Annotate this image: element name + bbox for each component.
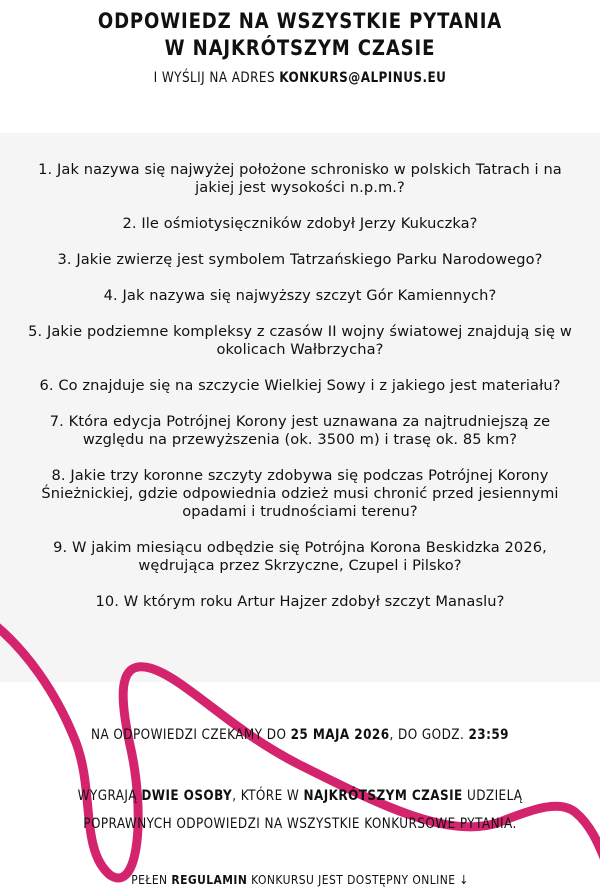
deadline-middle: , DO GODZ. [389,727,469,743]
winners-count: DWIE OSOBY [141,788,233,804]
question-item: 6. Co znajduje się na szczycie Wielkiej Sowy i z jakiego jest materiału? [39,377,561,394]
question-item: 9. W jakim miesiącu odbędzie się Potrójna Korona Beskidzka 2026, wędrująca przez Skrzyczne, Czupel i Pilsko? [53,539,547,574]
winners-text [42,782,558,838]
title-line-1: ODPOWIEDZ NA WSZYSTKIE PYTANIA [97,9,503,33]
winners-line-2: POPRAWNYCH ODPOWIEDZI NA WSZYSTKIE KONKURSOWE PYTANIA. [83,816,517,832]
question-item: 8. Jakie trzy koronne szczyty zdobywa się podczas Potrójnej Korony Śnieżnickiej, gdzie odpowiednia odzież musi chronić przed jesiennymi opadami i trudnościami terenu? [41,467,559,520]
question-item: 10. W którym roku Artur Hajzer zdobył szczyt Manaslu? [95,593,505,610]
question-item: 4. Jak nazywa się najwyższy szczyt Gór Kamiennych? [103,287,497,304]
title-line-2: W NAJKRÓTSZYM CZASIE [164,36,436,60]
page-title [42,8,558,62]
question-list [0,133,600,611]
questions-panel [0,133,600,682]
rules-link[interactable]: REGULAMIN [171,872,248,887]
rules-suffix: KONKURSU JEST DOSTĘPNY ONLINE ↓ [247,872,469,887]
deadline-text [42,727,558,743]
question-item: 5. Jakie podziemne kompleksy z czasów II wojny światowej znajdują się w okolicach Wałbrzycha? [28,323,572,358]
deadline-time: 23:59 [468,727,509,743]
winners-criteria: NAJKRÓTSZYM CZASIE [303,788,463,804]
winners-p1: WYGRAJĄ [77,788,142,804]
question-item: 3. Jakie zwierzę jest symbolem Tatrzańskiego Parku Narodowego? [57,251,543,268]
rules-text [42,872,558,887]
winners-p2: , KTÓRE W [232,788,304,804]
subtitle-prefix: I WYŚLIJ NA ADRES [153,70,280,86]
winners-p3: UDZIELĄ [462,788,523,804]
contest-email[interactable]: KONKURS@ALPINUS.EU [279,70,447,86]
question-item: 1. Jak nazywa się najwyżej położone schronisko w polskich Tatrach i na jakiej jest wysokości n.p.m.? [38,161,562,196]
header [0,0,600,86]
question-item: 2. Ile ośmiotysięczników zdobył Jerzy Kukuczka? [122,215,478,232]
subtitle [42,70,558,86]
deadline-date: 25 MAJA 2026 [290,727,390,743]
rules-prefix: PEŁEN [131,872,172,887]
winners-line-1 [42,782,558,810]
deadline-prefix: NA ODPOWIEDZI CZEKAMY DO [91,727,291,743]
question-item: 7. Która edycja Potrójnej Korony jest uznawana za najtrudniejszą ze względu na przewyższenia (ok. 3500 m) i trasę ok. 85 km? [49,413,551,448]
